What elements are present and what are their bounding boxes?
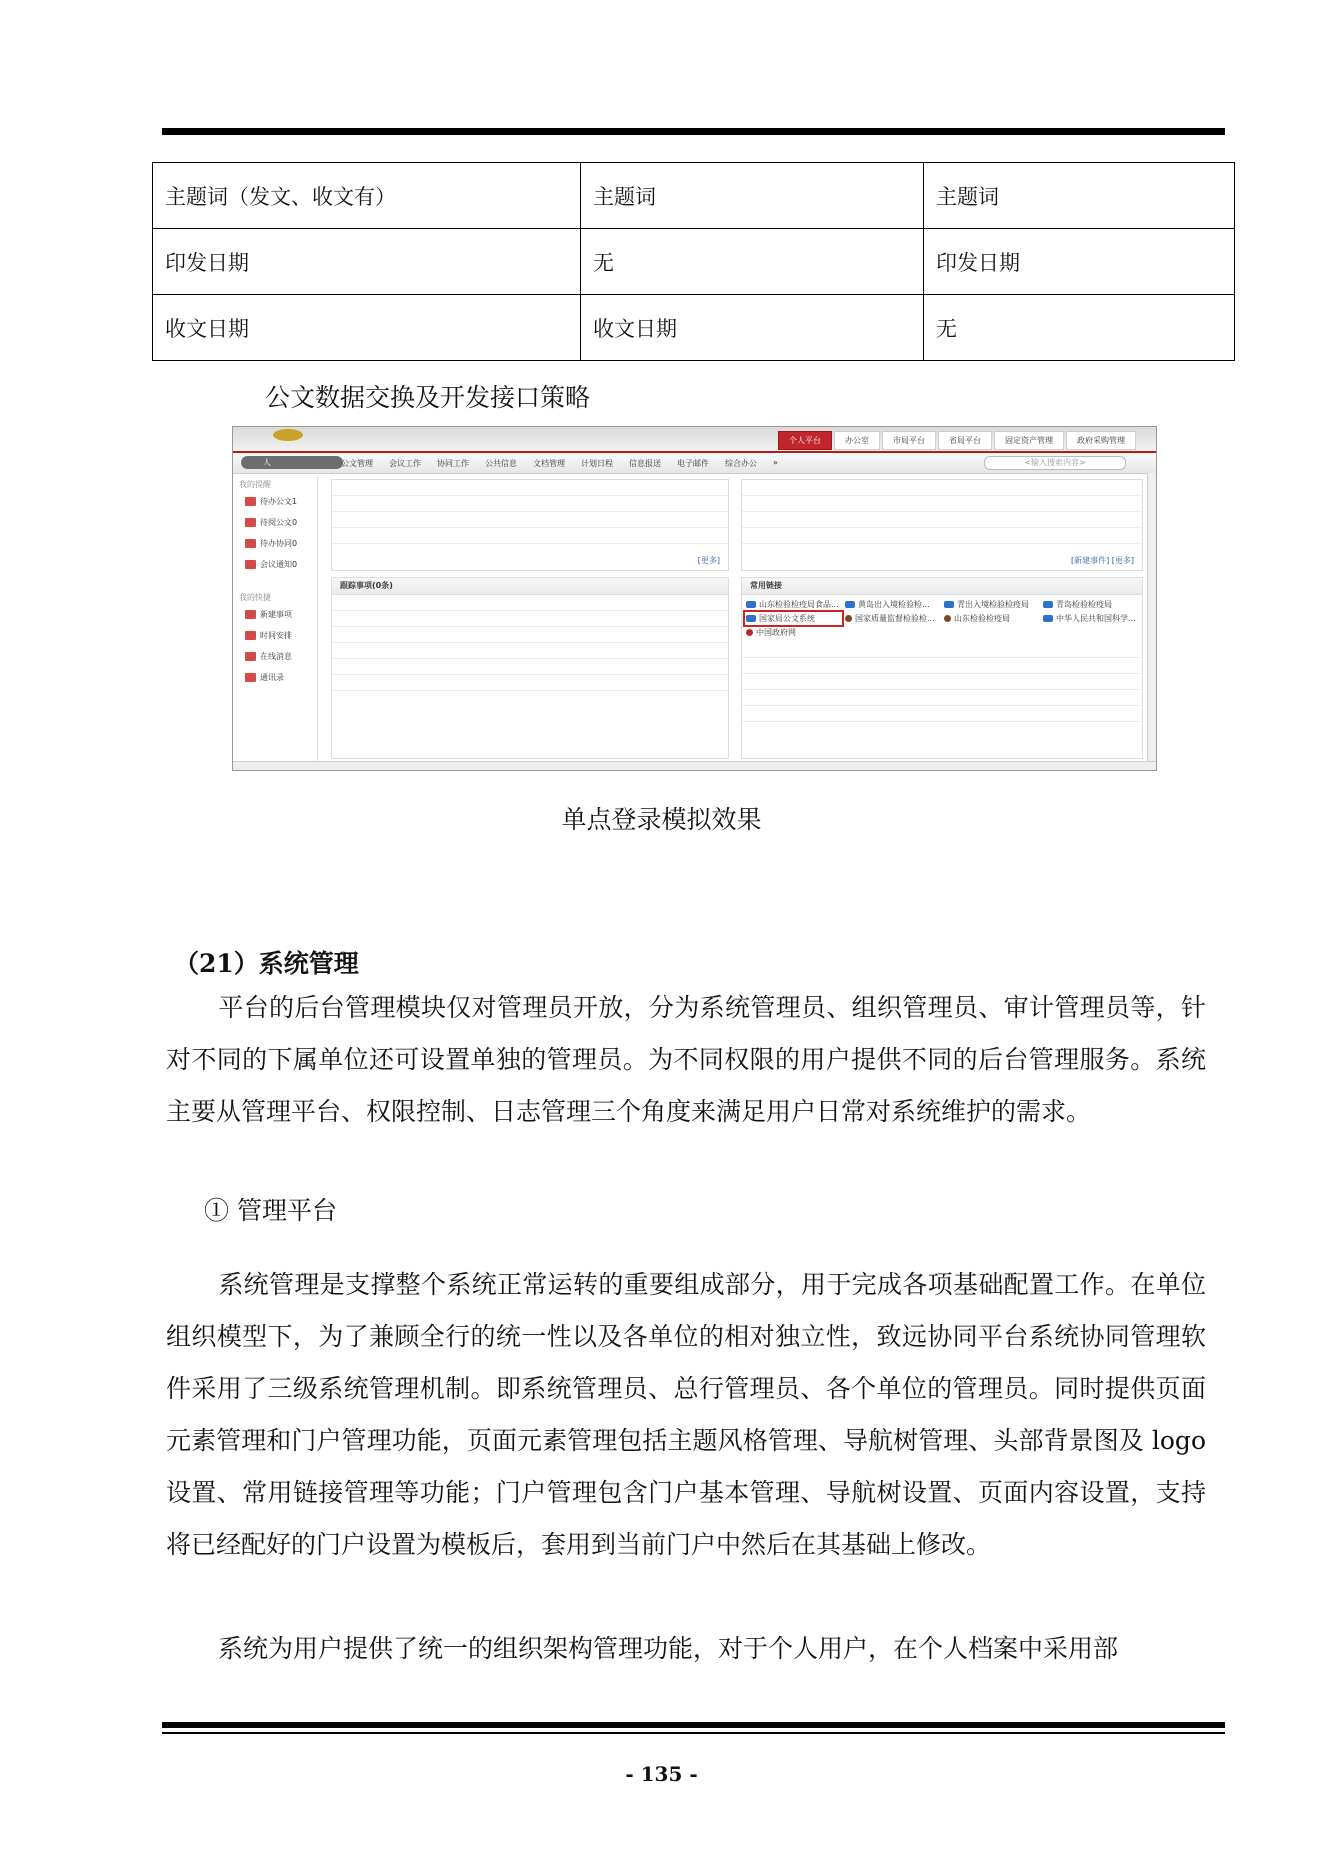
table-cell: 无 — [581, 229, 924, 295]
table-cell: 主题词（发文、收文有） — [153, 163, 581, 229]
tab-office: 办公室 — [834, 431, 880, 450]
mail-icon — [245, 560, 256, 569]
menu-item: » — [773, 458, 778, 467]
paragraph: 系统管理是支撑整个系统正常运转的重要组成部分，用于完成各项基础配置工作。在单位组织模型下，为了兼顾全行的统一性以及各单位的相对独立性，致远协同平台系统协同管理软件采用了三级系统管理机制。即系统管理员、总行管理员、各个单位的管理员。同时提供页面元素管理和门户管理功能，页面元素管理包括主题风格管理、导航树管理、头部背景图及 logo 设置、常用链接管理等功能；门户管理包含门户基本管理、导航树设置、页面内容设置，支持将已经配好的门户设置为模板后，套用到当前门户中然后在其基础上修改。 — [166, 1270, 1206, 1559]
menu-item: 文档管理 — [533, 459, 565, 468]
menu-item: 电子邮件 — [677, 459, 709, 468]
sso-screenshot — [232, 426, 1157, 771]
sidebar-item: 会议通知0 — [245, 559, 313, 570]
paragraph: 系统为用户提供了统一的组织架构管理功能，对于个人用户，在个人档案中采用部 — [218, 1634, 1119, 1663]
mail-icon — [245, 518, 256, 527]
link-item-highlighted: 国家局公文系统 — [746, 613, 841, 624]
menu-item: 公共信息 — [485, 459, 517, 468]
link-item: 山东检验检疫局 — [944, 613, 1039, 624]
link-item: 国家质量监督检验检... — [845, 613, 940, 624]
link-icon — [1043, 601, 1053, 608]
mail-icon — [245, 539, 256, 548]
screenshot-panel-top-left — [331, 479, 729, 571]
link-item: 青出入境检验检疫局 — [944, 599, 1039, 610]
footer-rule-thin — [162, 1732, 1225, 1734]
screenshot-menu — [341, 458, 778, 469]
link-item: 中华人民共和国科学... — [1043, 613, 1138, 624]
sidebar-section-title: 我的提醒 — [239, 480, 271, 489]
vertical-scrollbar — [1147, 473, 1156, 762]
menu-item: 综合办公 — [725, 459, 757, 468]
shortcut-icon — [245, 610, 256, 619]
link-item: 山东检验检疫局食品... — [746, 599, 841, 610]
sidebar-item: 通讯录 — [245, 672, 313, 683]
screenshot-links-panel — [741, 577, 1143, 759]
sidebar-item: 待办公文1 — [245, 496, 313, 507]
header-rule — [162, 128, 1225, 135]
emblem-icon — [944, 615, 951, 622]
tab-city: 市局平台 — [882, 431, 936, 450]
more-link: [更多] — [697, 556, 720, 565]
user-pill: 人 — [241, 456, 343, 469]
screenshot-menubar — [233, 453, 1156, 474]
link-item: 青岛检验检疫局 — [1043, 599, 1138, 610]
caption-exchange-strategy: 公文数据交换及开发接口策略 — [265, 383, 591, 412]
table-cell: 收文日期 — [153, 295, 581, 361]
link-icon — [944, 601, 954, 608]
screenshot-panel-top-right — [741, 479, 1143, 571]
table-row — [153, 163, 1235, 229]
sidebar-item: 新建事项 — [245, 609, 313, 620]
subheading: ① 管理平台 — [204, 1196, 337, 1225]
link-item: 黄岛出入境检验检... — [845, 599, 940, 610]
section-heading: （21）系统管理 — [174, 949, 359, 978]
tab-procurement: 政府采购管理 — [1066, 431, 1136, 450]
link-icon — [746, 601, 756, 608]
table-row — [153, 295, 1235, 361]
logo-icon — [273, 429, 303, 441]
menu-item: 公文管理 — [341, 459, 373, 468]
table-cell: 收文日期 — [581, 295, 924, 361]
shortcut-icon — [245, 631, 256, 640]
menu-item: 会议工作 — [389, 459, 421, 468]
emblem-icon — [845, 615, 852, 622]
sidebar-item: 待办协同0 — [245, 538, 313, 549]
screenshot-top-tabs — [778, 431, 1136, 450]
table-cell: 印发日期 — [153, 229, 581, 295]
screenshot-tracking-panel — [331, 577, 729, 759]
horizontal-scrollbar — [233, 761, 1156, 770]
screenshot-search: <输入搜索内容> — [984, 456, 1126, 470]
sidebar-item: 在线消息 — [245, 651, 313, 662]
table-cell: 印发日期 — [924, 229, 1235, 295]
link-icon — [746, 615, 756, 622]
links-header: 常用链接 — [742, 578, 1142, 595]
table-row — [153, 229, 1235, 295]
mail-icon — [245, 497, 256, 506]
tab-personal: 个人平台 — [778, 431, 832, 450]
table-cell: 无 — [924, 295, 1235, 361]
emblem-icon — [746, 629, 753, 636]
sidebar-item: 时间安排 — [245, 630, 313, 641]
document-metadata-table — [152, 162, 1235, 361]
common-links — [742, 595, 1142, 642]
link-icon — [845, 601, 855, 608]
menu-item: 协同工作 — [437, 459, 469, 468]
link-item: 中国政府网 — [746, 627, 841, 638]
shortcut-icon — [245, 652, 256, 661]
sidebar-item: 待阅公文0 — [245, 517, 313, 528]
shortcut-icon — [245, 673, 256, 682]
sidebar-section-title: 我的快捷 — [239, 593, 271, 602]
page-number: - 135 - — [625, 1762, 698, 1786]
tab-assets: 固定资产管理 — [994, 431, 1064, 450]
more-link: [新建事件] [更多] — [1070, 556, 1134, 565]
tab-province: 省局平台 — [938, 431, 992, 450]
screenshot-sidebar — [237, 477, 318, 762]
table-cell: 主题词 — [924, 163, 1235, 229]
screenshot-topbar — [233, 427, 1156, 453]
caption-sso: 单点登录模拟效果 — [561, 805, 762, 834]
menu-item: 信息报送 — [629, 459, 661, 468]
link-icon — [1043, 615, 1053, 622]
footer-rule — [162, 1722, 1225, 1728]
paragraph: 平台的后台管理模块仅对管理员开放，分为系统管理员、组织管理员、审计管理员等，针对不同的下属单位还可设置单独的管理员。为不同权限的用户提供不同的后台管理服务。系统主要从管理平台、权限控制、日志管理三个角度来满足用户日常对系统维护的需求。 — [166, 993, 1206, 1126]
menu-item: 计划日程 — [581, 459, 613, 468]
table-cell: 主题词 — [581, 163, 924, 229]
tracking-header: 跟踪事项(0条) — [332, 578, 728, 595]
